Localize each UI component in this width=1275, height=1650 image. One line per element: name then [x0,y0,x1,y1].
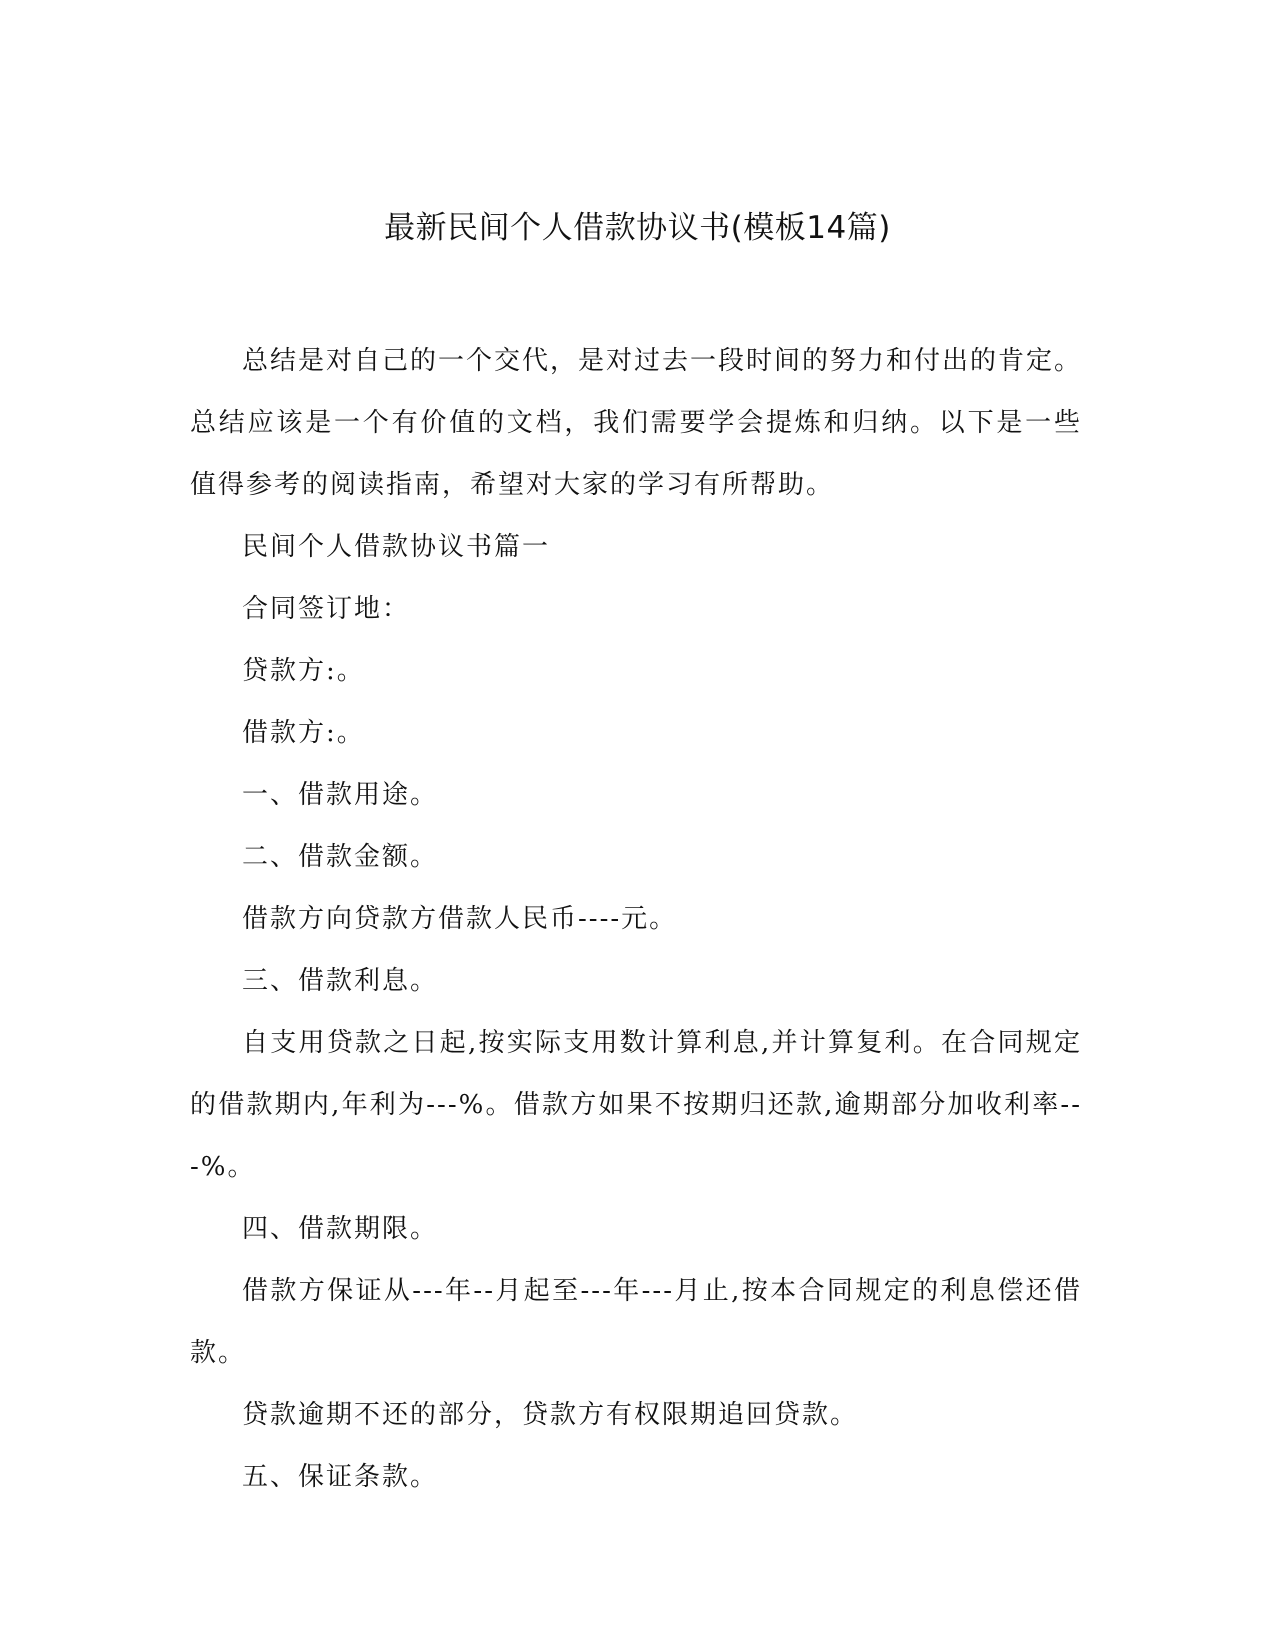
clause-text-term: 借款方保证从---年--月起至---年---月止,按本合同规定的利息偿还借款。 [190,1276,1082,1368]
lender-line: 贷款方:。 [242,656,365,686]
clause-heading-guarantee: 五、保证条款。 [242,1462,439,1492]
intro-paragraph: 总结是对自己的一个交代，是对过去一段时间的努力和付出的肯定。总结应该是一个有价值的文档，我们需要学会提炼和归纳。以下是一些值得参考的阅读指南，希望对大家的学习有所帮助。 [190,346,1083,500]
clause-text-amount: 借款方向贷款方借款人民币----元。 [242,904,678,934]
section-heading: 民间个人借款协议书篇一 [242,532,551,562]
clause-heading-term: 四、借款期限。 [242,1214,439,1244]
clause-heading-amount: 二、借款金额。 [242,842,439,872]
contract-location: 合同签订地： [242,594,411,624]
document-title: 最新民间个人借款协议书(模板14篇) [384,210,891,246]
borrower-line: 借款方:。 [242,718,365,748]
clause-text-overdue: 贷款逾期不还的部分，贷款方有权限期追回贷款。 [242,1400,859,1430]
document-body [190,330,1082,1508]
clause-text-interest: 自支用贷款之日起,按实际支用数计算利息,并计算复利。在合同规定的借款期内,年利为---%。借款方如果不按期归还款,逾期部分加收利率---%。 [190,1028,1082,1182]
clause-heading-purpose: 一、借款用途。 [242,780,439,810]
clause-heading-interest: 三、借款利息。 [242,966,439,996]
